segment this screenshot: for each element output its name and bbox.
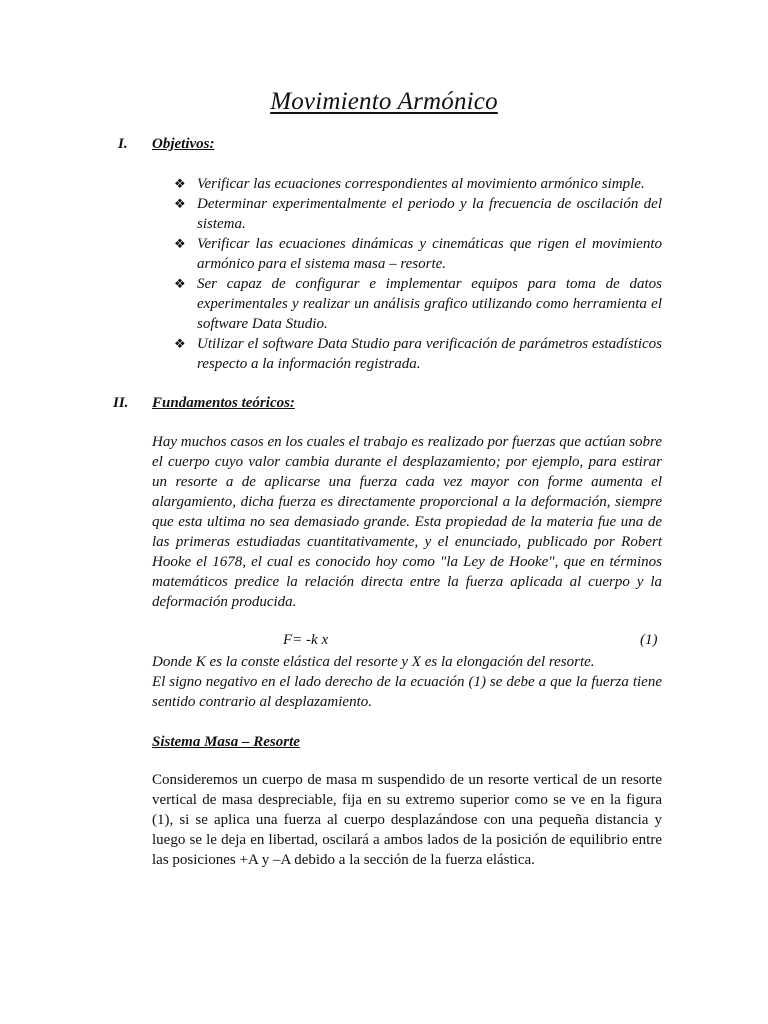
objective-text: Verificar las ecuaciones correspondientes al movimiento armónico simple.	[197, 176, 645, 192]
constant-explanation: Donde K es la conste elástica del resorte y X es la elongación del resorte.	[152, 654, 595, 670]
document-title: Movimiento Armónico	[270, 88, 498, 115]
sign-explanation: El signo negativo en el lado derecho de la ecuación (1) se debe a que la fuerza tiene sentido contrario al desplazamiento.	[152, 674, 662, 710]
hooke-formula: F= -k x	[283, 632, 329, 648]
objective-text: Utilizar el software Data Studio para verificación de parámetros estadísticos respecto a la información registrada.	[197, 336, 662, 372]
section-1-heading: Objetivos:	[152, 136, 215, 152]
objective-text: Verificar las ecuaciones dinámicas y cinemáticas que rigen el movimiento armónico para el sistema masa – resorte.	[197, 236, 662, 272]
diamond-bullet-icon: ❖	[174, 196, 186, 211]
diamond-bullet-icon: ❖	[174, 236, 186, 251]
objective-item	[174, 334, 662, 374]
section-1-number: I.	[118, 136, 128, 152]
diamond-bullet-icon: ❖	[174, 176, 186, 191]
diamond-bullet-icon: ❖	[174, 336, 186, 351]
objective-item	[174, 234, 662, 274]
objective-item	[174, 194, 662, 234]
objective-text: Determinar experimentalmente el periodo y la frecuencia de oscilación del sistema.	[197, 196, 662, 232]
hooke-law-paragraph: Hay muchos casos en los cuales el trabajo es realizado por fuerzas que actúan sobre el cuerpo cuyo valor cambia durante el desplazamiento; por ejemplo, para estirar un resorte a de aplicarse una fuerza cada vez mayor con forme aumenta el alargamiento, dicha fuerza es directamente proporcional a la deformación, siempre que esta ultima no sea demasiado grande. Esta propiedad de la materia fue una de las primeras estudiadas cuantitativamente, y el enunciado, publicado por Robert Hooke el 1678, el cual es conocido hoy como "la Ley de Hooke", que en términos matemáticos predice la relación directa entre la fuerza aplicada al cuerpo y la deformación producida.	[152, 434, 662, 610]
section-2-number: II.	[113, 395, 129, 411]
diamond-bullet-icon: ❖	[174, 276, 186, 291]
mass-spring-subheading: Sistema Masa – Resorte	[152, 734, 300, 750]
mass-spring-paragraph: Consideremos un cuerpo de masa m suspendido de un resorte vertical de un resorte vertical de masa despreciable, fija en su extremo superior como se ve en la figura (1), si se aplica una fuerza al cuerpo desplazándose con una pequeña distancia y luego se le deja en libertad, oscilará a ambos lados de la posición de equilibrio entre las posiciones +A y –A debido a la sección de la fuerza elástica.	[152, 772, 662, 868]
objective-item	[174, 274, 662, 334]
formula-number: (1)	[640, 632, 658, 648]
objective-text: Ser capaz de configurar e implementar equipos para toma de datos experimentales y realizar un análisis grafico utilizando como herramienta el software Data Studio.	[197, 276, 662, 332]
section-2-heading: Fundamentos teóricos:	[152, 395, 295, 411]
objectives-list	[174, 174, 662, 374]
objective-item	[174, 174, 662, 194]
